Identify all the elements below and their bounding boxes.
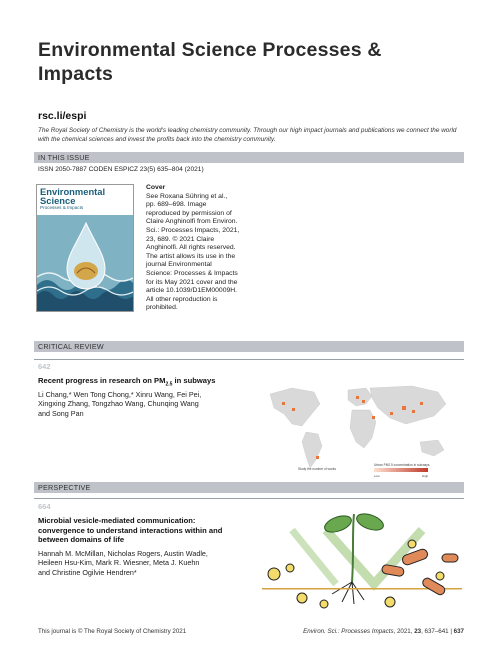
article-title-link[interactable] (38, 516, 222, 545)
author-line: Heileen Hsu-Kim, Mark R. Wiesner, Meta J. Kuehn (38, 558, 200, 568)
article-title-text: in subways (172, 376, 216, 385)
cover-mini-title: Environmental (40, 186, 106, 197)
article-authors (38, 390, 201, 418)
cover-caption-line: for its May 2021 cover and the (146, 278, 238, 286)
footer-separator: | (448, 628, 454, 635)
cover-caption-line: All other reproduction is (146, 295, 218, 303)
cover-caption-line: prohibited. (146, 304, 178, 312)
issn-line: ISSN 2050-7887 CODEN ESPICZ 23(5) 635–804 (2021) (38, 166, 204, 173)
journal-title: Environmental Science Processes & Impacts (38, 39, 382, 85)
cover-caption-line: Claire Anghinolfi from Environ. (146, 218, 238, 226)
section-bar-perspective (34, 482, 464, 493)
footer-year: , 2021, (393, 628, 415, 635)
section-label: PERSPECTIVE (38, 483, 91, 492)
vesicle-figure (262, 504, 462, 616)
map-legend-right: Urban PM2.5 concentration in subways (374, 463, 430, 467)
footer-volume: 23 (414, 628, 422, 635)
cover-image (36, 184, 134, 312)
footer-page-number: 637 (453, 628, 464, 635)
article-title-text: Recent progress in research on PM (38, 376, 166, 385)
section-label: CRITICAL REVIEW (38, 342, 104, 351)
rsc-blurb: The Royal Society of Chemistry is the world's leading chemistry community. Through our high impact journals and publications we connect the world with the chemical sciences and invest the profits back into the chemistry community. (38, 127, 457, 143)
article-title-line: convergence to understand interactions within and (38, 525, 223, 535)
cover-caption-line: See Roxana Sühring et al., (146, 192, 228, 200)
section-bar-in-this-issue (34, 152, 464, 163)
cover-caption-line: Sci.: Processes Impacts, 2021, (146, 226, 240, 234)
cover-caption-title: Cover (146, 184, 166, 191)
cover-mini-title-2: Science (40, 195, 76, 206)
section-divider (34, 498, 464, 499)
article-title-subscript: 2.5 (165, 381, 173, 388)
author-line: Li Chang,* Wen Tong Chong,* Xinru Wang, Fei Pei, (38, 390, 202, 399)
footer-pages: , 637–641 (421, 628, 449, 635)
footer-citation (303, 628, 464, 635)
article-title-link[interactable] (38, 376, 215, 390)
map-tick-low: Low (374, 474, 380, 478)
cover-caption-line: 23, 689. © 2021 Claire (146, 235, 215, 243)
journal-url[interactable]: rsc.li/espi (38, 110, 87, 122)
section-label: IN THIS ISSUE (38, 153, 90, 162)
section-bar-critical-review (34, 341, 464, 352)
article-authors (38, 549, 208, 577)
cover-caption-line: article 10.1039/D1EM00009H. (146, 287, 238, 295)
map-legend-left: Study the number of works (298, 467, 336, 471)
footer-copyright: This journal is © The Royal Society of Chemistry 2021 (38, 628, 187, 635)
article-title-line: Microbial vesicle-mediated communication: (38, 516, 196, 525)
cover-header (37, 185, 134, 215)
article-page-number: 664 (38, 502, 51, 511)
world-map-figure (262, 376, 462, 486)
footer-journal: Environ. Sci.: Processes Impacts (303, 628, 394, 635)
cover-caption-line: pp. 689–698. Image (146, 201, 207, 209)
cover-caption-line: Anghinolfi. All rights reserved. (146, 244, 236, 252)
cover-caption-line: Science: Processes & Impacts (146, 269, 238, 277)
cover-caption-line: journal Environmental (146, 261, 212, 269)
author-line: Hannah M. McMillan, Nicholas Rogers, Austin Wadle, (38, 549, 208, 558)
section-divider (34, 359, 464, 360)
cover-caption-line: The artist allows its use in the (146, 252, 236, 260)
author-line: Xingxing Zhang, Tongzhao Wang, Chunqing Wang (38, 399, 199, 409)
author-line: and Song Pan (38, 408, 84, 418)
cover-caption (146, 184, 256, 313)
article-title-line: between domains of life (38, 535, 125, 545)
author-line: and Christine Ogilvie Hendren* (38, 567, 137, 577)
cover-mini-subtitle: Processes & Impacts (40, 205, 84, 210)
article-page-number: 642 (38, 362, 51, 371)
cover-artwork (37, 215, 134, 312)
map-tick-high: High (422, 474, 429, 478)
cover-caption-line: reproduced by permission of (146, 209, 232, 217)
